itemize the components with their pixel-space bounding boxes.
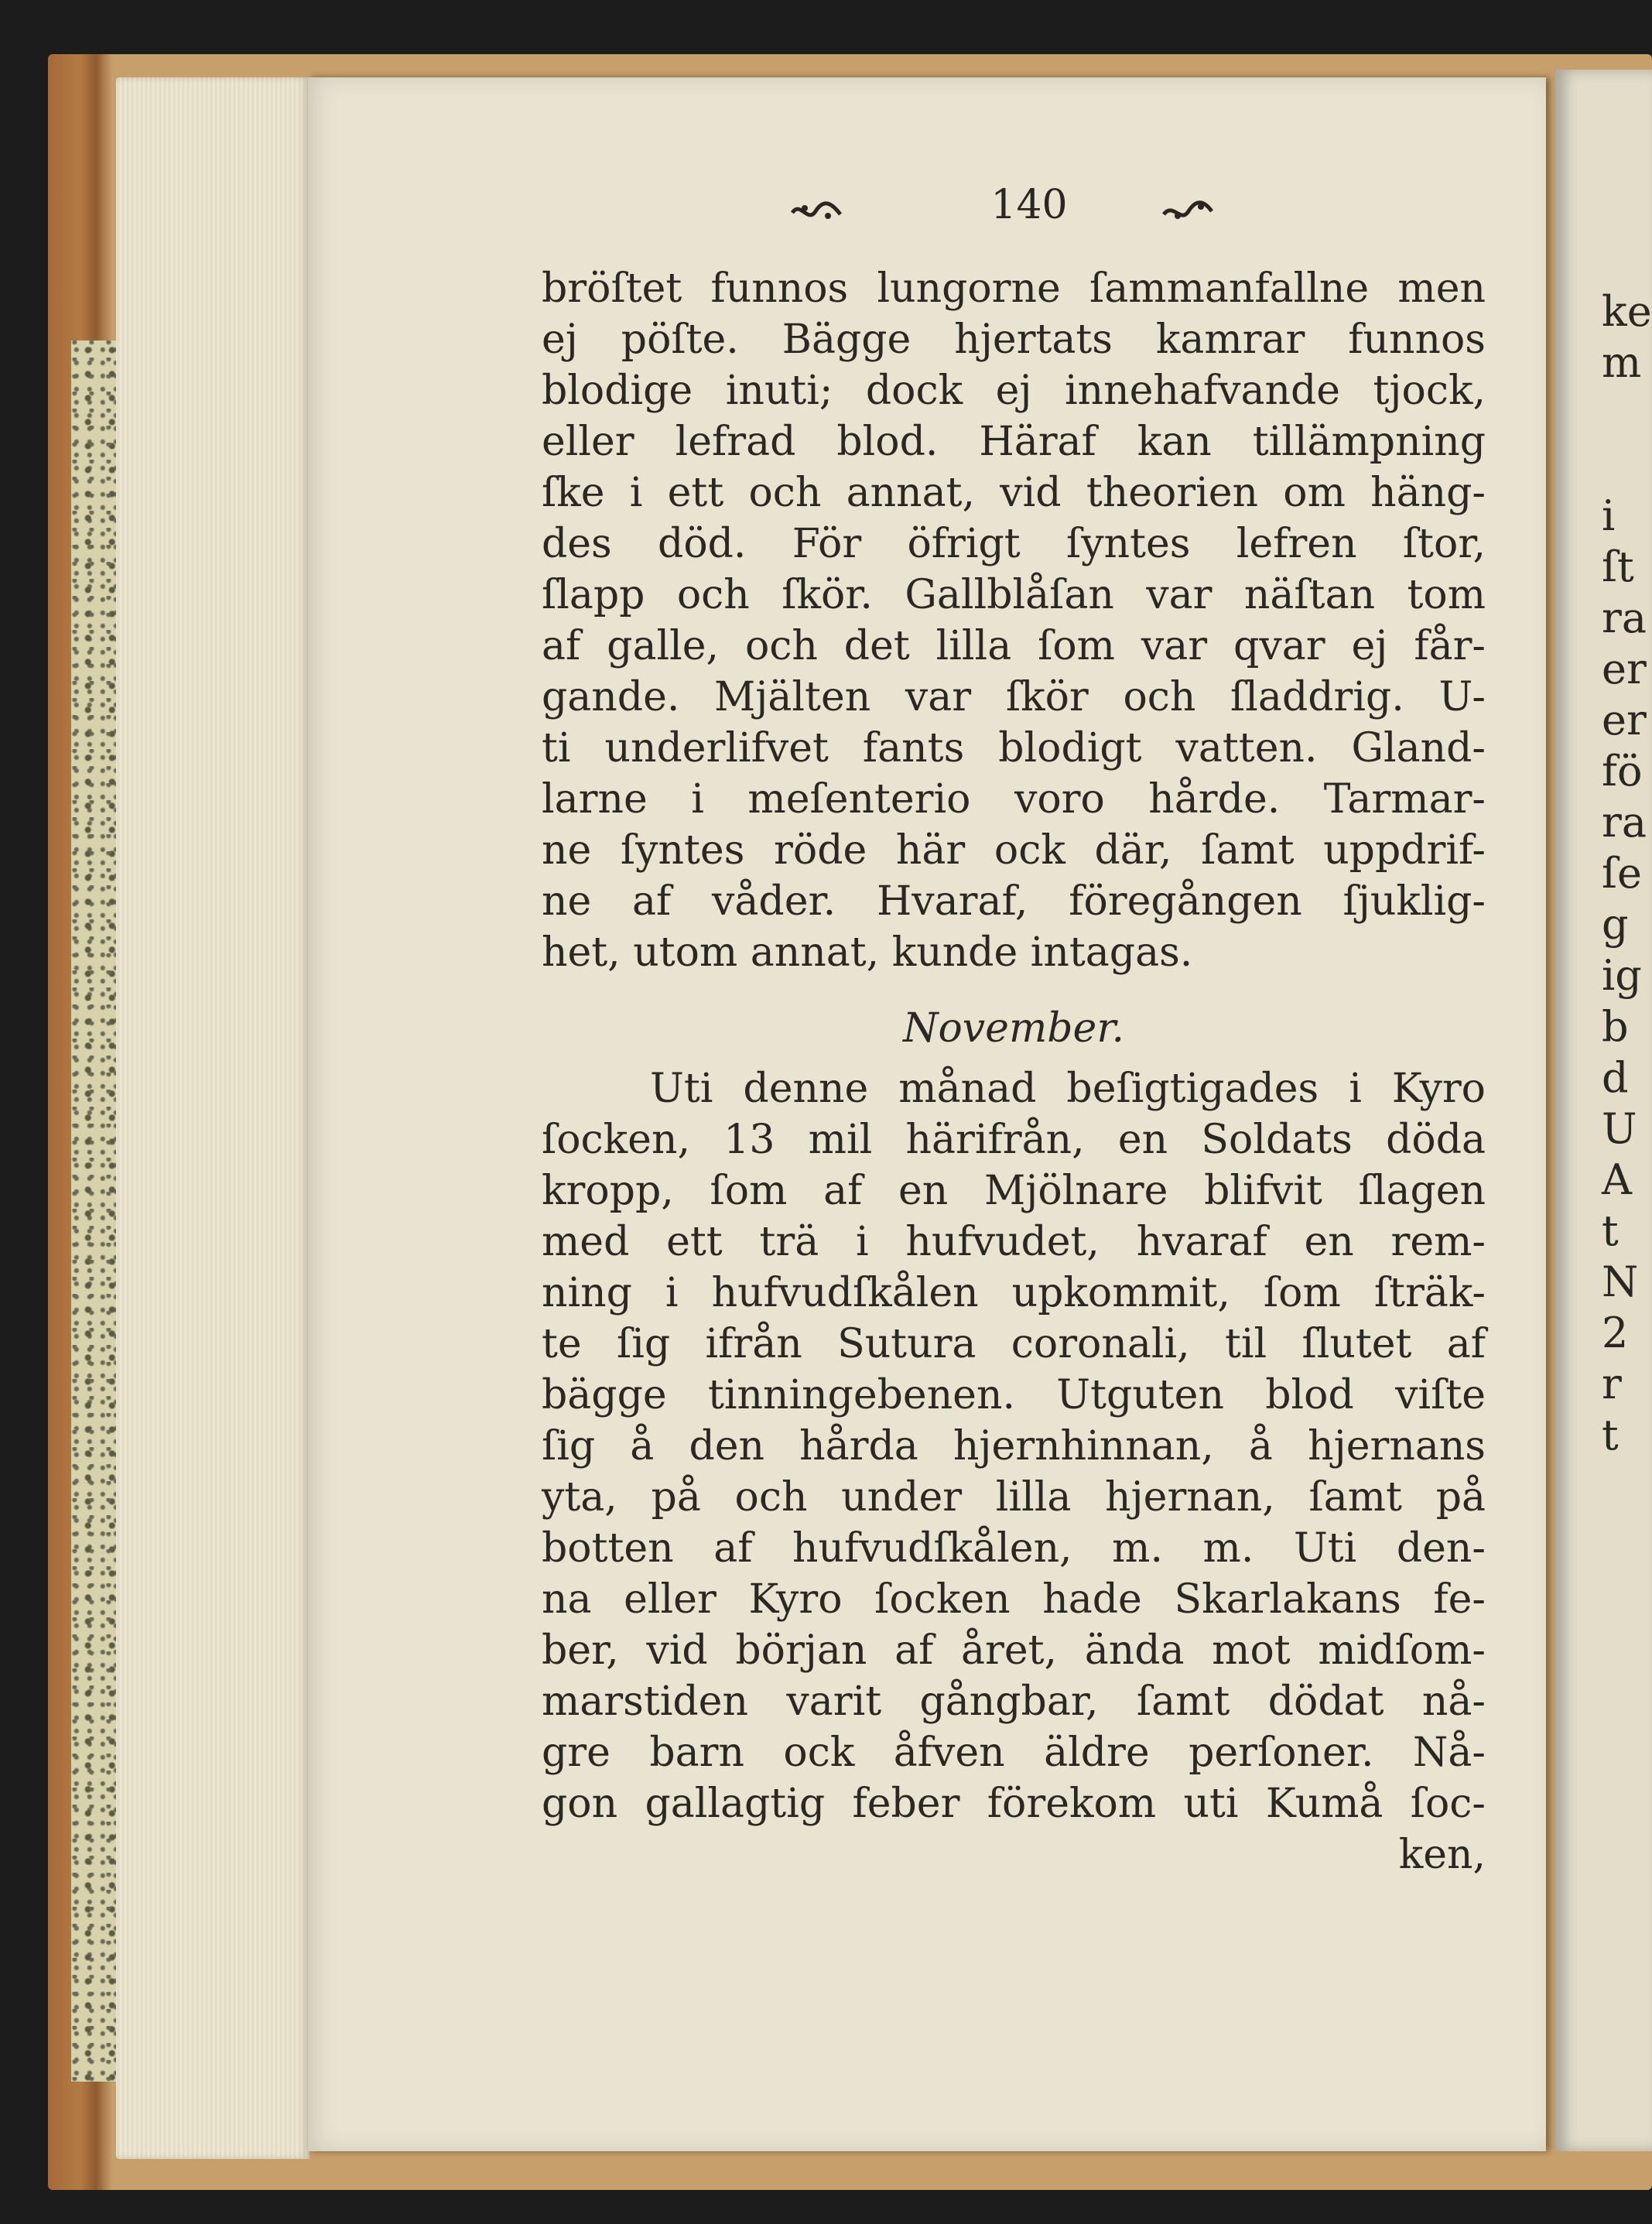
text-line: ej pöſte. Bägge hjertats kamrar funnos <box>542 316 1486 363</box>
page-edges-stack <box>116 77 310 2159</box>
facing-fragment: N <box>1602 1257 1639 1306</box>
text-line: bröſtet funnos lungorne ſammanfallne men <box>542 265 1486 312</box>
text-line: ſocken, 13 mil härifrån, en Soldats döda <box>542 1117 1486 1163</box>
text-line: kropp, ſom af en Mjölnare blifvit ſlagen <box>542 1168 1486 1214</box>
text-line: med ett trä i hufvudet, hvaraf en rem- <box>542 1219 1486 1265</box>
facing-fragment: m <box>1602 338 1642 387</box>
text-line: ti underlifvet fants blodigt vatten. Gland- <box>542 725 1486 772</box>
catchword: ken, <box>1398 1832 1486 1878</box>
text-line: ber, vid början af året, ända mot midſom- <box>542 1627 1486 1674</box>
text-line: marstiden varit gångbar, ſamt dödat nå- <box>542 1678 1486 1725</box>
text-line: eller lefrad blod. Häraf kan tillämpning <box>542 419 1486 465</box>
facing-fragment: t <box>1602 1206 1619 1255</box>
text-line: ning i hufvudſkålen upkommit, ſom ſträk- <box>542 1270 1486 1316</box>
right-ornament-icon <box>1161 197 1215 225</box>
text-line: ne ſyntes röde här ock där, ſamt uppdrif- <box>542 827 1486 874</box>
text-line: gre barn ock åfven äldre perſoner. Nå- <box>542 1730 1486 1776</box>
facing-fragment: er <box>1602 645 1647 693</box>
text-line: gon gallagtig feber förekom uti Kumå ſoc- <box>542 1781 1486 1827</box>
facing-fragment: r <box>1602 1360 1622 1408</box>
text-line: des död. För öfrigt ſyntes lefren ſtor, <box>542 521 1486 567</box>
text-line: blodige inuti; dock ej innehafvande tjock, <box>542 368 1486 414</box>
text-line: gande. Mjälten var ſkör och ſladdrig. U- <box>542 674 1486 720</box>
facing-fragment: U <box>1602 1104 1637 1153</box>
page-header <box>789 182 1254 244</box>
facing-fragment: fö <box>1602 747 1643 796</box>
section-heading: November. <box>903 1005 1124 1052</box>
facing-fragment: ſe <box>1602 849 1642 898</box>
facing-fragment: ſt <box>1602 542 1634 591</box>
text-line: Uti denne månad beſigtigades i Kyro <box>650 1066 1486 1112</box>
facing-fragment: 2 <box>1602 1309 1629 1357</box>
facing-fragment: ra <box>1602 594 1647 642</box>
facing-fragment: ig <box>1602 951 1642 1000</box>
text-line: yta, på och under lilla hjernan, ſamt på <box>542 1474 1486 1521</box>
text-line: ſlapp och ſkör. Gallblåſan var näſtan tom <box>542 572 1486 618</box>
text-line: af galle, och det lilla ſom var qvar ej får- <box>542 623 1486 669</box>
text-line: na eller Kyro ſocken hade Skarlakans fe- <box>542 1576 1486 1623</box>
facing-fragment: b <box>1602 1002 1629 1051</box>
text-line: larne i meſenterio voro hårde. Tarmar- <box>542 776 1486 823</box>
facing-fragment: i <box>1602 491 1616 540</box>
text-line: ne af våder. Hvaraf, föregången ſjuklig- <box>542 878 1486 925</box>
facing-fragment: d <box>1602 1053 1629 1102</box>
facing-fragment: A <box>1602 1155 1632 1204</box>
text-line: te ſig ifrån Sutura coronali, til ſlutet af <box>542 1321 1486 1367</box>
text-line: botten af hufvudſkålen, m. m. Uti den- <box>542 1525 1486 1572</box>
facing-fragment: ke <box>1602 287 1652 336</box>
facing-fragment: t <box>1602 1411 1619 1459</box>
left-ornament-icon <box>789 197 843 225</box>
facing-page-text <box>1602 286 1652 1461</box>
facing-fragment <box>1602 388 1652 491</box>
page-number: 140 <box>990 182 1068 228</box>
facing-fragment: er <box>1602 696 1647 744</box>
text-line: het, utom annat, kunde intagas. <box>542 929 1193 976</box>
page-body <box>542 263 1486 1880</box>
facing-fragment: ra <box>1602 798 1647 847</box>
facing-fragment: g <box>1602 900 1629 949</box>
text-line: ſke i ett och annat, vid theorien om häng- <box>542 470 1486 516</box>
text-line: ſig å den hårda hjernhinnan, å hjernans <box>542 1423 1486 1470</box>
text-line: bägge tinningebenen. Utguten blod viſte <box>542 1372 1486 1418</box>
